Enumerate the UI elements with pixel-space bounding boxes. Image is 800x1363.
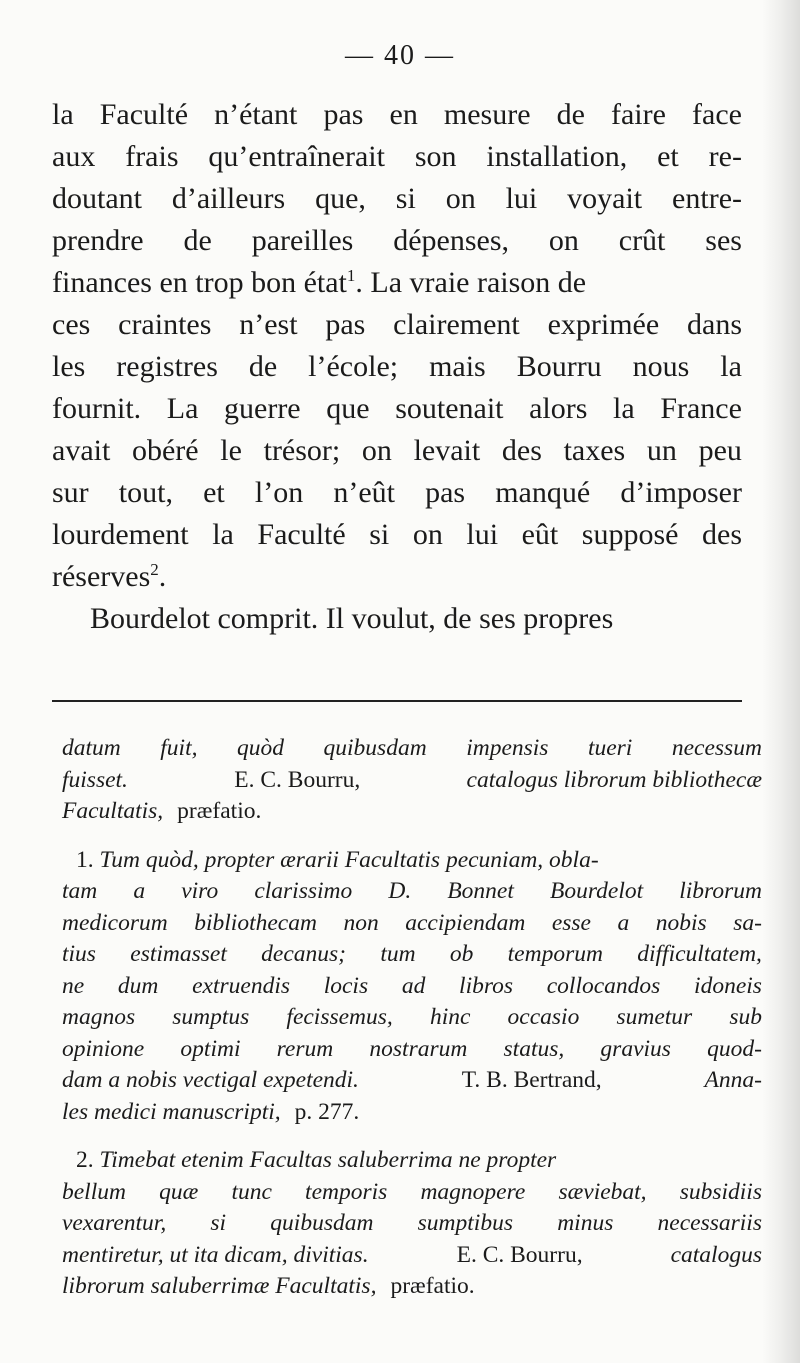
word: necessariis — [657, 1210, 762, 1236]
word: subsidiis — [679, 1178, 762, 1205]
line-text-part: finances en trop bon état — [52, 266, 347, 299]
word: de — [183, 224, 212, 257]
footnote-1-line — [62, 939, 762, 971]
word: eût — [521, 518, 559, 551]
word: frais — [125, 140, 179, 173]
text-line — [52, 430, 742, 472]
word: supposé — [581, 518, 679, 551]
word: quòd — [237, 735, 284, 761]
word: Bonnet — [447, 878, 514, 904]
word: non — [343, 909, 379, 936]
word: alors — [529, 392, 588, 425]
word: D. — [388, 878, 412, 904]
word: quibusdam — [270, 1210, 374, 1236]
word: les — [52, 350, 86, 383]
word: de — [248, 350, 278, 383]
line-text-part: . — [158, 560, 167, 593]
word: l’école; — [308, 350, 399, 383]
word: d’imposer — [620, 476, 742, 509]
word: fuit, — [160, 735, 198, 761]
footnote-text: Facultatis, — [62, 798, 164, 824]
word: tam — [62, 878, 98, 904]
word: viro — [181, 878, 219, 904]
word: status, — [503, 1035, 565, 1062]
word: librorum — [679, 878, 762, 904]
word: exprimée — [547, 308, 660, 341]
footnotes — [62, 733, 762, 1303]
word: que, — [315, 182, 366, 215]
word: tius — [62, 941, 96, 967]
word: Faculté — [257, 518, 346, 551]
line-text — [52, 556, 166, 598]
word: n’est — [239, 308, 298, 341]
word: accipiendam — [405, 909, 526, 936]
word: rerum — [276, 1035, 334, 1062]
word: la — [613, 392, 635, 425]
word: optimi — [180, 1035, 241, 1062]
word: pas — [425, 476, 466, 509]
footnote-author: E. C. Bourru, — [234, 766, 361, 793]
word: que — [326, 392, 370, 425]
word: et — [203, 476, 225, 509]
word: occasio — [507, 1004, 580, 1030]
footnote-separator — [52, 700, 742, 702]
word: n’eût — [333, 476, 395, 509]
word: nous — [632, 350, 690, 383]
text-line — [52, 388, 742, 430]
word: taxes — [563, 434, 626, 467]
footnote-1-line — [62, 1097, 762, 1129]
word: difficultatem, — [637, 941, 762, 967]
footnote-page-ref: p. 277. — [294, 1098, 360, 1125]
word: quæ — [159, 1178, 199, 1205]
word: soutenait — [395, 392, 504, 425]
word: hinc — [429, 1004, 471, 1030]
word: tout, — [118, 476, 173, 509]
text-line — [52, 598, 742, 640]
word: fecissemus, — [286, 1004, 393, 1030]
word: sumptus — [172, 1004, 250, 1030]
word: craintes — [118, 308, 212, 341]
footnote-1-line — [62, 1034, 762, 1066]
word: installation, — [486, 140, 628, 173]
word: bellum — [62, 1178, 126, 1205]
footnote-number: 2. — [76, 1147, 94, 1173]
word: si — [369, 518, 390, 551]
word: ad — [401, 972, 426, 999]
word: pareilles — [251, 224, 354, 257]
footnote-line — [62, 733, 762, 765]
footnote-line — [62, 796, 762, 828]
footnote-text: Anna- — [704, 1067, 762, 1093]
line-text-part: réserves — [52, 560, 151, 593]
text-line — [52, 220, 742, 262]
footnote-text: Tum quòd, propter ærarii Facultatis pecuniam, obla- — [99, 846, 599, 873]
footnote-1-line-text — [76, 845, 599, 877]
word: lui — [505, 182, 538, 215]
word: la — [212, 518, 234, 551]
word: nobis — [655, 909, 707, 936]
word: medicorum — [62, 909, 168, 936]
word: lourdement — [52, 518, 189, 551]
word: dum — [117, 972, 159, 999]
footnote-author: T. B. Bertrand, — [461, 1067, 602, 1093]
word: obéré — [131, 434, 199, 467]
footnote-text: mentiretur, ut ita dicam, divitias. — [62, 1241, 369, 1268]
word: prendre — [52, 224, 144, 257]
word: datum — [62, 735, 121, 761]
word: guerre — [224, 392, 301, 425]
text-line — [52, 262, 742, 304]
word: mais — [429, 350, 486, 383]
word: son — [414, 140, 457, 173]
word: bibliothecam — [194, 909, 317, 936]
word: de — [556, 98, 585, 131]
footnote-text: librorum saluberrimæ Facultatis, — [62, 1273, 377, 1299]
word: des — [501, 434, 542, 467]
word: on — [548, 224, 579, 257]
footnote-1-line — [62, 876, 762, 908]
word: pas — [325, 308, 366, 341]
footnote-text: præfatio. — [390, 1273, 475, 1299]
footnote-text: catalogus librorum bibliothecæ — [466, 766, 762, 793]
word: necessum — [671, 735, 762, 761]
word: des — [702, 518, 742, 551]
word: voyait — [567, 182, 643, 215]
word: idoneis — [694, 972, 762, 999]
word: la — [52, 98, 74, 131]
word: on — [361, 434, 392, 467]
word: sumptibus — [417, 1210, 513, 1236]
word: aux — [52, 140, 96, 173]
footnote-2-line-text — [76, 1145, 556, 1177]
word: face — [692, 98, 742, 131]
word: tunc — [231, 1178, 272, 1205]
word: opinione — [62, 1035, 145, 1062]
word: temporum — [507, 941, 603, 967]
word: lui — [466, 518, 499, 551]
word: locis — [323, 972, 369, 999]
footnote-2-line — [62, 1145, 762, 1177]
text-line — [52, 346, 742, 388]
word: ses — [705, 224, 742, 257]
word: clarissimo — [254, 878, 353, 904]
word: nostrarum — [369, 1035, 468, 1062]
word: La — [166, 392, 199, 425]
footnote-1-line — [62, 908, 762, 940]
text-line — [52, 556, 742, 598]
text-line — [52, 472, 742, 514]
footnote-text: catalogus — [670, 1241, 762, 1268]
word: peu — [698, 434, 742, 467]
word: ob — [449, 941, 474, 967]
footnote-author: E. C. Bourru, — [456, 1241, 583, 1268]
word: quod- — [707, 1035, 762, 1062]
footnote-2-line — [62, 1208, 762, 1240]
page-number: — 40 — — [345, 40, 455, 71]
word: sur — [52, 476, 89, 509]
footnote-number: 1. — [76, 846, 94, 873]
word: dépenses, — [393, 224, 509, 257]
word: a — [133, 878, 146, 904]
word: magnos — [62, 1004, 136, 1030]
line-text: Bourdelot comprit. Il voulut, de ses propres — [90, 602, 614, 635]
word: magnopere — [420, 1178, 526, 1205]
footnote-ref-1: 1 — [346, 266, 356, 285]
main-text — [52, 94, 742, 640]
word: decanus; — [261, 941, 347, 967]
word: minus — [557, 1210, 614, 1236]
word: qu’entraînerait — [208, 140, 385, 173]
word: tueri — [587, 735, 633, 761]
word: mesure — [443, 98, 531, 131]
footnote-1-line — [62, 1065, 762, 1097]
word: si — [395, 182, 416, 215]
word: libros — [459, 972, 514, 999]
word: a — [617, 909, 630, 936]
footnote-text: fuisset. — [62, 766, 128, 793]
word: sa- — [733, 909, 762, 936]
word: Bourru — [516, 350, 602, 383]
footnote-2-line — [62, 1240, 762, 1272]
word: esse — [551, 909, 591, 936]
word: temporis — [305, 1178, 388, 1205]
word: fournit. — [52, 392, 142, 425]
word: d’ailleurs — [171, 182, 286, 215]
word: manqué — [495, 476, 591, 509]
footnote-text: les medici manuscripti, — [62, 1098, 281, 1125]
word: en — [389, 98, 418, 131]
word: clairement — [393, 308, 520, 341]
word: Faculté — [99, 98, 189, 131]
text-line — [52, 94, 742, 136]
footnote-text: præfatio. — [177, 798, 262, 824]
word: quibusdam — [323, 735, 427, 761]
word: on — [445, 182, 476, 215]
word: collocandos — [546, 972, 661, 999]
text-line — [52, 178, 742, 220]
footnote-text: dam a nobis vectigal expetendi. — [62, 1067, 359, 1093]
word: gravius — [600, 1035, 671, 1062]
word: Bourdelot — [550, 878, 644, 904]
line-text-part: . La vraie raison de — [355, 266, 587, 299]
footnote-2-line — [62, 1177, 762, 1209]
word: sæviebat, — [558, 1178, 647, 1205]
word: ces — [52, 308, 91, 341]
word: pas — [323, 98, 364, 131]
footnote-1-line — [62, 845, 762, 877]
word: France — [660, 392, 742, 425]
page-edge-shadow — [762, 0, 800, 1363]
word: doutant — [52, 182, 142, 215]
footnote-line — [62, 765, 762, 797]
word: la — [720, 350, 742, 383]
word: un — [646, 434, 677, 467]
footnote-1-line — [62, 971, 762, 1003]
word: extruendis — [192, 972, 290, 999]
word: impensis — [466, 735, 549, 761]
word: registres — [116, 350, 218, 383]
footnote-2-line — [62, 1271, 762, 1303]
word: sumetur — [616, 1004, 693, 1030]
word: levait — [413, 434, 481, 467]
text-line — [52, 304, 742, 346]
word: on — [412, 518, 443, 551]
word: l’on — [254, 476, 304, 509]
footnote-ref-2: 2 — [150, 560, 159, 579]
word: ne — [62, 972, 85, 999]
word: dans — [687, 308, 742, 341]
word: trésor; — [263, 434, 341, 467]
word: sub — [729, 1004, 762, 1030]
word: entre- — [672, 182, 742, 215]
word: le — [220, 434, 242, 467]
word: crût — [618, 224, 666, 257]
text-line — [52, 136, 742, 178]
line-text — [52, 262, 586, 304]
footnote-1-line — [62, 1002, 762, 1034]
word: avait — [52, 434, 111, 467]
word: n’étant — [214, 98, 298, 131]
footnote-text: Timebat etenim Facultas saluberrima ne propter — [99, 1147, 557, 1173]
word: vexarentur, — [62, 1210, 167, 1236]
word: re- — [708, 140, 742, 173]
word: et — [657, 140, 679, 173]
text-line — [52, 514, 742, 556]
word: tum — [380, 941, 416, 967]
word: estimasset — [130, 941, 227, 967]
word: faire — [611, 98, 666, 131]
word: si — [210, 1210, 227, 1236]
